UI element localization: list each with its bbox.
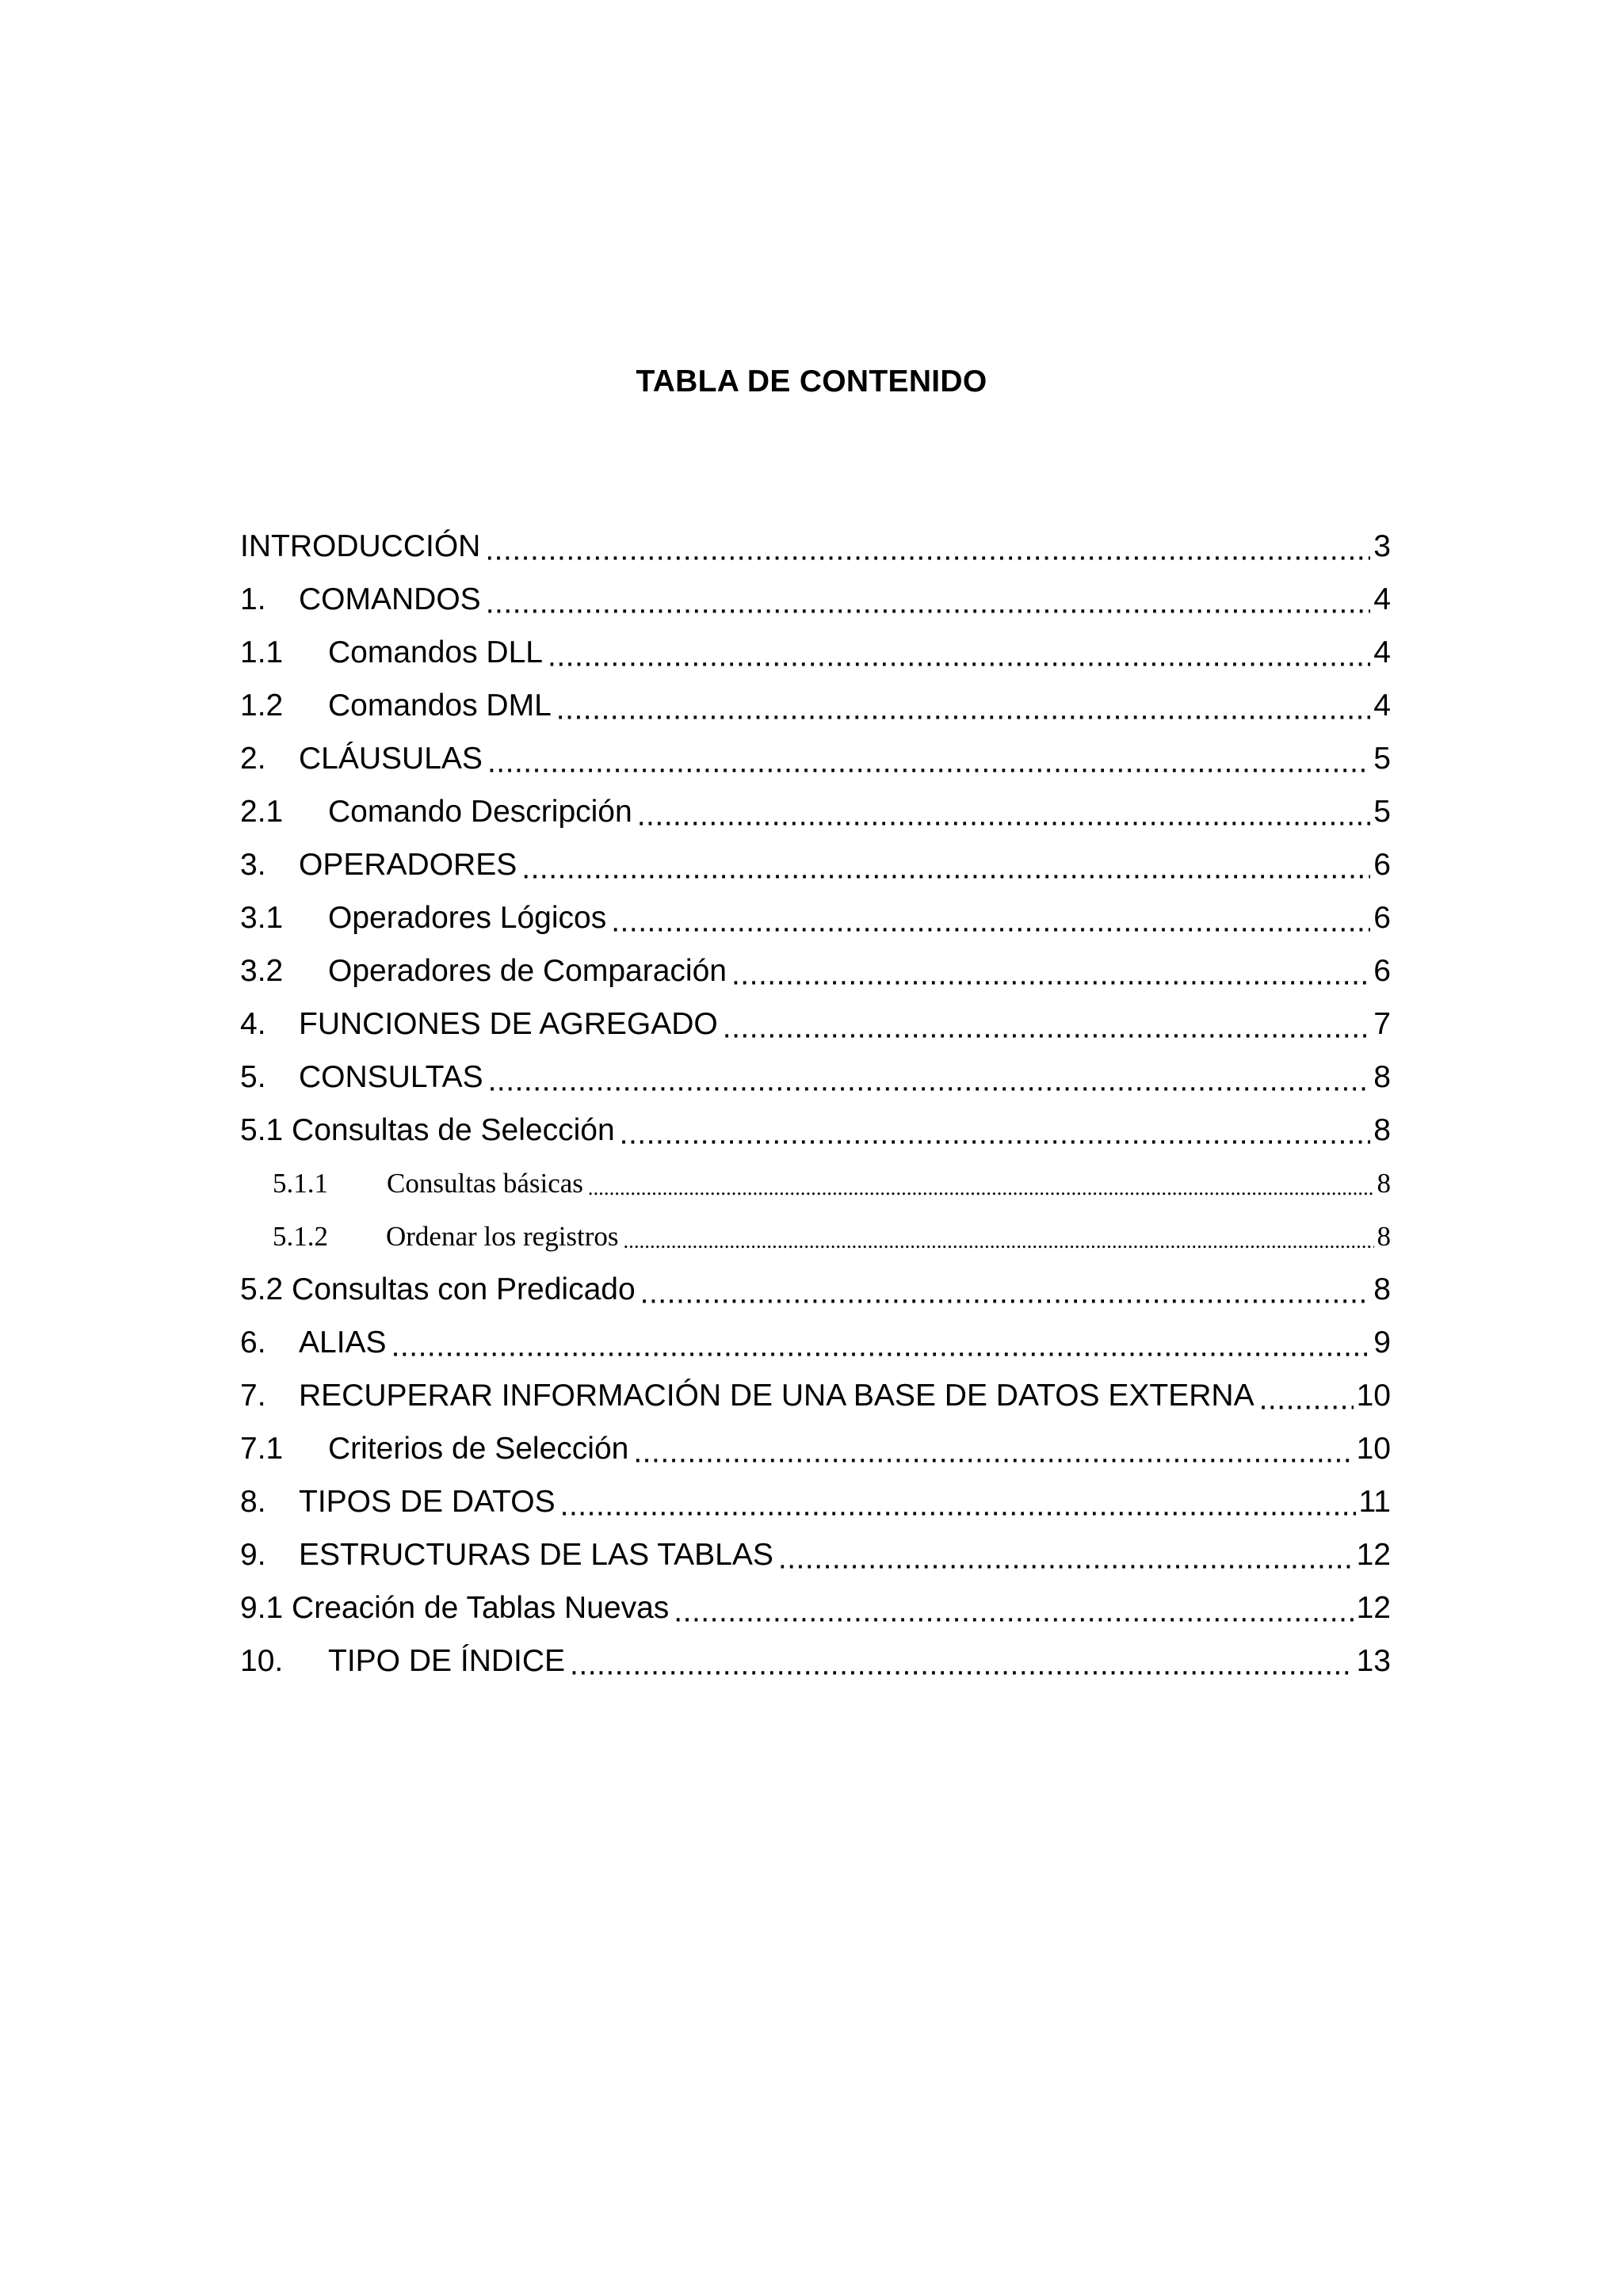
toc-entry-label: CLÁUSULAS (299, 741, 483, 776)
toc-entry-funciones-agregado[interactable] (240, 997, 1391, 1051)
toc-entry-clausulas[interactable] (240, 732, 1391, 785)
dot-leader (633, 1422, 1353, 1475)
toc-entry-page: 13 (1356, 1643, 1391, 1678)
toc-entry-label: Consultas básicas (387, 1167, 583, 1199)
toc-entry-page: 6 (1373, 900, 1391, 935)
toc-entry-criterios-seleccion[interactable] (240, 1422, 1391, 1475)
dot-leader (624, 1210, 1374, 1263)
toc-entry-consultas-seleccion[interactable] (240, 1104, 1391, 1157)
toc-entry-label: 5.1 Consultas de Selección (240, 1112, 615, 1147)
toc-entry-page: 8 (1377, 1167, 1391, 1199)
toc-entry-number: 8. (240, 1484, 266, 1519)
toc-entry-label: CONSULTAS (299, 1059, 483, 1094)
table-of-contents (240, 520, 1391, 1688)
toc-entry-number: 9. (240, 1537, 266, 1572)
toc-entry-number: 10. (240, 1643, 284, 1678)
toc-entry-label: Operadores de Comparación (328, 953, 727, 988)
toc-entry-page: 4 (1373, 635, 1391, 669)
toc-entry-page: 8 (1373, 1272, 1391, 1306)
toc-entry-page: 8 (1373, 1112, 1391, 1147)
toc-entry-alias[interactable] (240, 1316, 1391, 1369)
toc-entry-creacion-tablas[interactable] (240, 1581, 1391, 1634)
toc-entry-operadores[interactable] (240, 838, 1391, 891)
toc-entry-page: 7 (1373, 1006, 1391, 1041)
toc-entry-estructuras-tablas[interactable] (240, 1528, 1391, 1581)
toc-entry-comandos-dll[interactable] (240, 626, 1391, 679)
toc-entry-number: 3.1 (240, 900, 284, 935)
dot-leader (620, 1104, 1371, 1157)
toc-entry-label: OPERADORES (299, 847, 517, 882)
toc-entry-page: 4 (1373, 582, 1391, 616)
toc-entry-number: 7.1 (240, 1431, 284, 1466)
toc-entry-comando-descripcion[interactable] (240, 785, 1391, 838)
toc-entry-number: 1.1 (240, 635, 284, 669)
toc-entry-page: 8 (1377, 1220, 1391, 1252)
toc-entry-number: 1.2 (240, 688, 284, 723)
toc-entry-comandos[interactable] (240, 573, 1391, 626)
toc-entry-page: 6 (1373, 847, 1391, 882)
toc-entry-page: 4 (1373, 688, 1391, 723)
toc-entry-label: ALIAS (299, 1325, 387, 1360)
toc-entry-comandos-dml[interactable] (240, 679, 1391, 732)
toc-entry-label: 5.2 Consultas con Predicado (240, 1272, 636, 1306)
toc-entry-label: RECUPERAR INFORMACIÓN DE UNA BASE DE DATOS EXTERNA (299, 1378, 1254, 1413)
toc-entry-number: 1. (240, 582, 266, 616)
toc-entry-label: 9.1 Creación de Tablas Nuevas (240, 1590, 670, 1625)
toc-entry-page: 8 (1373, 1059, 1391, 1094)
toc-entry-consultas-basicas[interactable] (240, 1157, 1391, 1210)
toc-entry-label: Ordenar los registros (386, 1220, 619, 1252)
dot-leader (556, 679, 1371, 732)
toc-entry-page: 6 (1373, 953, 1391, 988)
dot-leader (1259, 1369, 1354, 1422)
dot-leader (560, 1475, 1356, 1528)
toc-entry-label: TIPOS DE DATOS (299, 1484, 556, 1519)
dot-leader (640, 1263, 1371, 1316)
toc-entry-page: 5 (1373, 794, 1391, 829)
toc-entry-number: 4. (240, 1006, 266, 1041)
toc-entry-label: TIPO DE ÍNDICE (328, 1643, 566, 1678)
dot-leader (485, 520, 1370, 573)
toc-entry-number: 2.1 (240, 794, 284, 829)
toc-entry-number: 3. (240, 847, 266, 882)
toc-entry-operadores-logicos[interactable] (240, 891, 1391, 944)
toc-entry-page: 11 (1358, 1484, 1391, 1519)
dot-leader (570, 1634, 1354, 1688)
toc-entry-page: 5 (1373, 741, 1391, 776)
toc-entry-page: 3 (1373, 528, 1391, 563)
toc-entry-label: COMANDOS (299, 582, 481, 616)
toc-entry-page: 10 (1356, 1378, 1391, 1413)
dot-leader (486, 573, 1371, 626)
toc-entry-number: 6. (240, 1325, 266, 1360)
toc-entry-number: 7. (240, 1378, 266, 1413)
dot-leader (391, 1316, 1371, 1369)
toc-entry-number: 2. (240, 741, 266, 776)
dot-leader (637, 785, 1371, 838)
dot-leader (778, 1528, 1354, 1581)
toc-entry-label: INTRODUCCIÓN (240, 528, 481, 563)
dot-leader (588, 1157, 1374, 1210)
toc-entry-introduccion[interactable] (240, 520, 1391, 573)
dot-leader (488, 1051, 1371, 1104)
toc-entry-label: Comando Descripción (328, 794, 632, 829)
toc-entry-number: 5. (240, 1059, 266, 1094)
toc-entry-number: 5.1.2 (273, 1220, 328, 1252)
toc-entry-page: 9 (1373, 1325, 1391, 1360)
dot-leader (487, 732, 1370, 785)
toc-entry-page: 12 (1356, 1590, 1391, 1625)
toc-entry-label: FUNCIONES DE AGREGADO (299, 1006, 718, 1041)
dot-leader (723, 997, 1371, 1051)
dot-leader (674, 1581, 1353, 1634)
toc-entry-number: 3.2 (240, 953, 284, 988)
toc-entry-label: ESTRUCTURAS DE LAS TABLAS (299, 1537, 773, 1572)
dot-leader (548, 626, 1370, 679)
toc-entry-recuperar-informacion[interactable] (240, 1369, 1391, 1422)
toc-entry-operadores-comparacion[interactable] (240, 944, 1391, 997)
toc-entry-tipo-indice[interactable] (240, 1634, 1391, 1688)
dot-leader (731, 944, 1370, 997)
toc-entry-consultas[interactable] (240, 1051, 1391, 1104)
toc-entry-tipos-datos[interactable] (240, 1475, 1391, 1528)
toc-title: TABLA DE CONTENIDO (636, 364, 987, 399)
toc-entry-page: 10 (1356, 1431, 1391, 1466)
toc-entry-consultas-predicado[interactable] (240, 1263, 1391, 1316)
toc-entry-ordenar-registros[interactable] (240, 1210, 1391, 1263)
toc-entry-label: Comandos DML (328, 688, 552, 723)
toc-entry-label: Comandos DLL (328, 635, 543, 669)
toc-entry-label: Criterios de Selección (328, 1431, 629, 1466)
dot-leader (521, 838, 1370, 891)
toc-entry-number: 5.1.1 (273, 1167, 328, 1199)
dot-leader (611, 891, 1370, 944)
toc-entry-page: 12 (1356, 1537, 1391, 1572)
toc-entry-label: Operadores Lógicos (328, 900, 607, 935)
